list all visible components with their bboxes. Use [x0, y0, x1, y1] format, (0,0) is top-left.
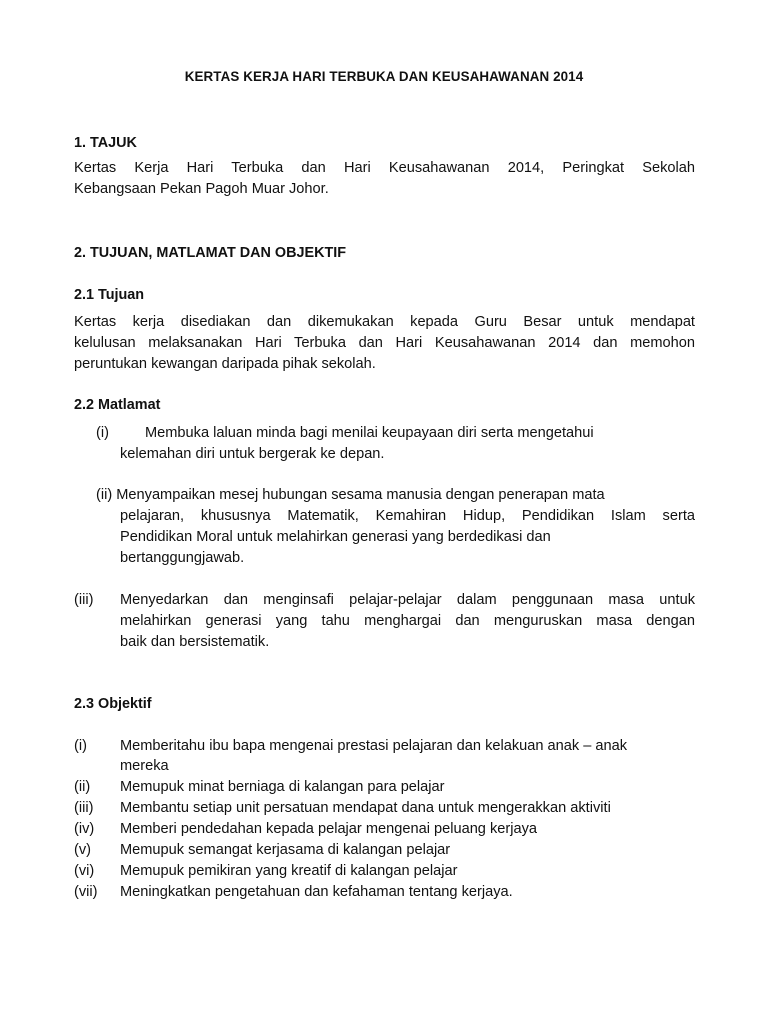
- tujuan-line-3: peruntukan kewangan daripada pihak sekolah.: [74, 356, 376, 372]
- objektif-item-number: (iii): [74, 800, 94, 816]
- objektif-item-text: Memupuk pemikiran yang kreatif di kalangan pelajar: [120, 863, 458, 879]
- objektif-item-text: Meningkatkan pengetahuan dan kefahaman tentang kerjaya.: [120, 884, 513, 900]
- objektif-item-text: Memberitahu ibu bapa mengenai prestasi pelajaran dan kelakuan anak – anak: [120, 738, 628, 754]
- objektif-item-number: (ii): [74, 779, 91, 795]
- matlamat-iii-line-2: melahirkan generasi yang tahu menghargai dan menguruskan masa dengan: [120, 613, 695, 629]
- objektif-item-text: Memberi pendedahan kepada pelajar mengenai peluang kerjaya: [120, 821, 538, 837]
- objektif-item-number: (vi): [74, 863, 95, 879]
- objektif-item-number: (v): [74, 842, 92, 858]
- matlamat-ii-line-2: pelajaran, khususnya Matematik, Kemahiran Hidup, Pendidikan Islam serta: [120, 508, 695, 524]
- tujuan-heading: 2.1 Tujuan: [74, 287, 145, 303]
- tajuk-line-2: Kebangsaan Pekan Pagoh Muar Johor.: [74, 181, 329, 197]
- section-1-heading: 1. TAJUK: [74, 135, 137, 151]
- matlamat-ii-line-3: Pendidikan Moral untuk melahirkan generasi yang berdedikasi dan: [120, 529, 551, 545]
- objektif-item-text: Memupuk minat berniaga di kalangan para pelajar: [120, 779, 445, 795]
- objektif-item-text: Memupuk semangat kerjasama di kalangan pelajar: [120, 842, 451, 858]
- matlamat-iii-number: (iii): [74, 592, 94, 608]
- matlamat-iii-line-3: baik dan bersistematik.: [120, 634, 270, 650]
- document-title: KERTAS KERJA HARI TERBUKA DAN KEUSAHAWANAN 2014: [184, 69, 584, 84]
- tujuan-line-1: Kertas kerja disediakan dan dikemukakan kepada Guru Besar untuk mendapat: [74, 314, 695, 330]
- objektif-item-text-continued: mereka: [120, 758, 169, 774]
- objektif-item-number: (vii): [74, 884, 98, 900]
- objektif-item-number: (iv): [74, 821, 95, 837]
- section-2-heading: 2. TUJUAN, MATLAMAT DAN OBJEKTIF: [74, 245, 347, 261]
- matlamat-i-line-2: kelemahan diri untuk bergerak ke depan.: [120, 446, 385, 462]
- tajuk-line-1: Kertas Kerja Hari Terbuka dan Hari Keusahawanan 2014, Peringkat Sekolah: [74, 160, 695, 176]
- matlamat-i-line-1: Membuka laluan minda bagi menilai keupayaan diri serta mengetahui: [145, 425, 594, 441]
- objektif-item-text: Membantu setiap unit persatuan mendapat dana untuk mengerakkan aktiviti: [120, 800, 611, 816]
- matlamat-ii-line-1: (ii) Menyampaikan mesej hubungan sesama manusia dengan penerapan mata: [96, 487, 605, 503]
- matlamat-ii-line-4: bertanggungjawab.: [120, 550, 245, 566]
- matlamat-heading: 2.2 Matlamat: [74, 397, 161, 413]
- matlamat-i-number: (i): [96, 425, 109, 441]
- objektif-item-number: (i): [74, 738, 87, 754]
- matlamat-iii-line-1: Menyedarkan dan menginsafi pelajar-pelajar dalam penggunaan masa untuk: [120, 592, 695, 608]
- objektif-heading: 2.3 Objektif: [74, 696, 152, 712]
- tujuan-line-2: kelulusan melaksanakan Hari Terbuka dan Hari Keusahawanan 2014 dan memohon: [74, 335, 695, 351]
